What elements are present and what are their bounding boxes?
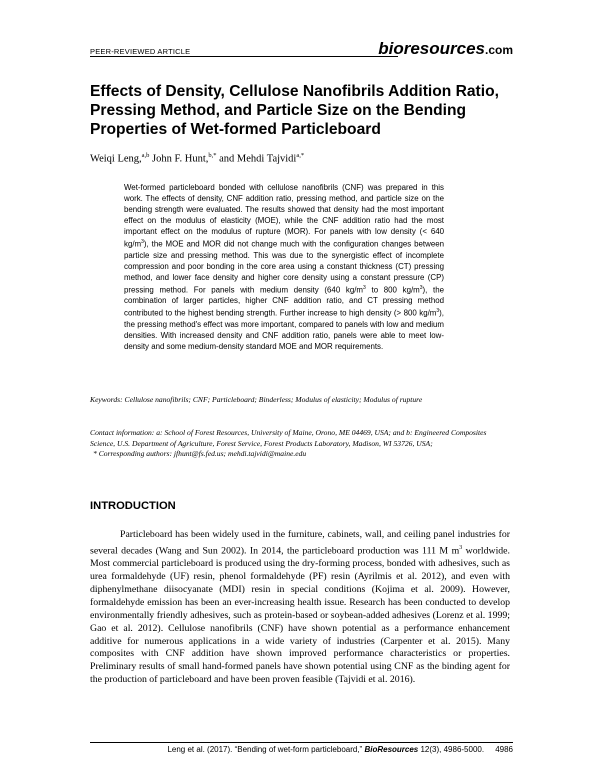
journal-site-suffix: .com [484, 43, 513, 57]
author-affiliation: a,* [296, 152, 305, 159]
article-title: Effects of Density, Cellulose Nanofibrils Addition Ratio, Pressing Method, and Particle Size on the Bending Properties of Wet-formed Particleboard [90, 83, 499, 138]
author-affiliation: a,b [141, 152, 150, 159]
affiliations: Contact information: a: School of Forest Resources, University of Maine, Orono, ME 04469, USA; and b: Engineered Composites Science, U.S. Department of Agriculture, Forest Service, Forest Products Laboratory, Madison, WI 53726, USA; [90, 428, 487, 448]
footer-citation [167, 745, 513, 754]
paragraph-text: worldwide. Most commercial particleboard is produced using the dry-forming process, bonded with adhesives, such as urea formaldehyde (UF) resin, phenol formaldehyde (PF) resin (Ayrilmis et al. 2012), and even with diphenylmethane diisocyanate (MDI) resin in special conditions (Kojima et al. 2009). However, formaldehyde emission has been an ever-increasing health issue. Research has been conducted to develop environmentally friendly adhesives, such as protein-based or soybean-added adhesives (Lorenz et al. 1999; Gao et al. 2012). Cellulose nanofibrils (CNF) have shown potential as a performance enhancement additive for numerous applications in a wide variety of industries (Carpenter et al. 2015). Many composites with CNF addition have shown improved performance characteristics or properties. Preliminary results of small hand-formed panels have shown potential using CNF as the binding agent for the production of particleboard and have been proven feasible (Tajvidi et al. 2016). [90, 545, 510, 686]
corresponding-authors: * Corresponding authors: jfhunt@fs.fed.us; mehdi.tajvidi@maine.edu [93, 449, 307, 458]
abstract-text: Wet-formed particleboard bonded with cellulose nanofibrils (CNF) was prepared in this work. The effects of density, CNF addition ratio, pressing method, and particle size on the bending strength were evaluated. The results showed that density had the most important effect on the modulus of elasticity (MOE), while the CNF addition ratio had the most important effect on the modulus of rupture (MOR). For panels with low density (< 640 kg/m [124, 183, 444, 249]
author-name: and Mehdi Tajvidi [219, 153, 297, 165]
abstract-text: ), the pressing method's effect was more important, compared to panels with low and medium densities. With increased density and CNF addition ratio, panels were able to meet low-density and some medium-density standard MOE and MOR requirements. [124, 308, 444, 351]
abstract-text: to 800 kg/m [365, 285, 420, 295]
section-heading: INTRODUCTION [90, 500, 176, 512]
page-number: 4986 [495, 745, 513, 754]
paragraph-text: Particleboard has been widely used in the furniture, cabinets, wall, and ceiling panel industries for several decades (Wang and Sun 2002). In 2014, the particleboard production was 111 M m [90, 529, 510, 557]
paragraph-superscript: 3 [459, 544, 463, 551]
abstract-superscript: 3 [436, 308, 440, 315]
page-header [90, 38, 513, 60]
abstract-superscript: 3 [141, 239, 144, 245]
abstract-superscript: 3 [419, 284, 423, 291]
journal-site-name: bioresources [378, 39, 485, 58]
abstract-text: ), the combination of larger particles, higher CNF addition ratio, and CT pressing method contributed to the highest bending strength. Further increase to high density (> 800 kg/m [124, 285, 445, 318]
citation-text: Leng et al. (2017). “Bending of wet-form particleboard,” [167, 745, 365, 754]
abstract-superscript: 3 [363, 284, 366, 291]
footer-rule [90, 742, 513, 743]
journal-name: BioResources [364, 745, 419, 754]
journal-site-logo [378, 39, 513, 60]
abstract [124, 182, 444, 352]
introduction-paragraph [90, 529, 510, 687]
author-affiliation: b,* [208, 152, 217, 159]
page-footer [90, 742, 513, 756]
header-rule [90, 56, 398, 57]
section-label: PEER-REVIEWED ARTICLE [90, 47, 191, 56]
author-list [90, 152, 304, 165]
contact-information [90, 428, 510, 460]
keywords: Keywords: Cellulose nanofibrils; CNF; Particleboard; Binderless; Modulus of elasticity; Modulus of rupture [90, 395, 423, 404]
journal-issue: 12(3), 4986-5000. [418, 745, 485, 754]
author-name: John F. Hunt, [152, 153, 209, 165]
author-name: Weiqi Leng, [90, 153, 142, 165]
abstract-text: ), the MOE and MOR did not change much with the configuration changes between particle size and pressing method. This was due to the synergistic effect of incomplete compression and poor bonding in the core area using a constant thickness (CT) pressing method, and lower face density and higher core density using a constant pressure (CP) pressing method. For panels with medium density (640 kg/m [124, 239, 444, 295]
